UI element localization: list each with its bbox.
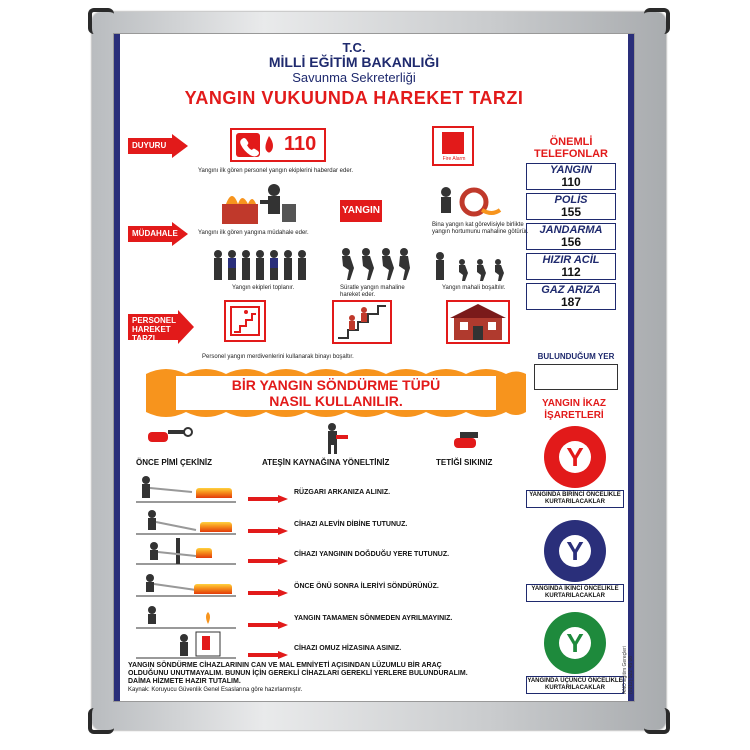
phone-cell-polis <box>526 193 616 220</box>
section-arrow-personel <box>128 310 194 342</box>
instruction-arrow-6 <box>248 646 288 654</box>
header-department: Savunma Sekreterliği <box>292 70 416 85</box>
phone-110-sign <box>230 128 326 162</box>
aim-at-base-icon <box>320 422 350 454</box>
phone-name: YANGIN <box>550 164 592 176</box>
fire-alarm-sign <box>432 126 474 166</box>
frame-corner-bottom-left <box>88 708 114 734</box>
mudahale-caption-5: Yangın mahali boşaltılır. <box>442 285 506 291</box>
phone-number: 112 <box>561 265 581 279</box>
duyuru-caption: Yangını ilk gören personel yangın ekiplerini haberdar eder. <box>198 168 353 174</box>
phone-name: POLİS <box>554 194 588 206</box>
right-border-strip <box>628 34 634 701</box>
warning-caption-third: YANGINDA ÜÇÜNCÜ ÖNCELİKLE KURTARILACAKLAR <box>526 676 624 694</box>
warning-sign-first-priority <box>544 426 606 488</box>
instruction-arrow-1 <box>248 490 288 498</box>
phone-name: GAZ ARIZA <box>541 284 601 296</box>
stairs-exit-icon <box>230 306 260 336</box>
phone-cell-hizir-acil <box>526 253 616 280</box>
phone-number-110: 110 <box>284 133 317 155</box>
instruction-2: CİHAZI ALEVİN DİBİNE TUTUNUZ. <box>294 521 408 528</box>
header-tc: T.C. <box>342 40 366 55</box>
instruction-3-illustration <box>136 536 236 566</box>
instruction-2-illustration <box>136 506 236 536</box>
important-phones-title: ÖNEMLİ TELEFONLAR <box>534 136 608 160</box>
fire-team-gathering-illustration <box>210 248 308 282</box>
warning-letter: Y <box>559 441 591 473</box>
instruction-5: YANGIN TAMAMEN SÖNMEDEN AYRILMAYINIZ. <box>294 615 453 622</box>
instruction-4: ÖNCE ÖNÜ SONRA İLERİYİ SÖNDÜRÜNÜZ. <box>294 583 439 590</box>
step-pull-pin: ÖNCE PİMİ ÇEKİNİZ <box>136 458 213 467</box>
location-blank-box <box>534 364 618 390</box>
fire-symbol-icon <box>262 134 276 156</box>
instruction-1-illustration <box>136 474 236 504</box>
banner-line-2: NASIL KULLANILIR. <box>269 393 403 409</box>
phone-cell-gaz-ariza <box>526 283 616 310</box>
burning-building-illustration <box>446 300 510 344</box>
warning-sign-third-priority <box>544 612 606 674</box>
frame-corner-top-right <box>644 8 670 34</box>
stairs-evacuation-illustration <box>332 300 392 344</box>
phone-number: 110 <box>561 175 581 189</box>
team-running-illustration <box>336 246 412 282</box>
phone-number: 155 <box>560 205 582 219</box>
publisher-credit: ANO Eğitim Gereçleri (0212) 522 45 08 <box>622 646 634 694</box>
squeeze-trigger-icon <box>450 428 486 452</box>
step-squeeze-trigger: TETİĞİ SIKINIZ <box>436 458 493 467</box>
mudahale-caption-2: Bina yangın kat görevlisiyle birlikte yangın hortumunu mahaline götürür. <box>432 222 529 235</box>
frame-corner-top-left <box>88 8 114 34</box>
instruction-arrow-2 <box>248 522 288 530</box>
instruction-arrow-4 <box>248 584 288 592</box>
banner-line-1: BİR YANGIN SÖNDÜRME TÜPÜ <box>231 377 441 393</box>
pull-pin-icon <box>144 424 194 448</box>
emergency-stairs-sign <box>224 300 266 342</box>
section-label-personel: PERSONEL HAREKET TARZI <box>132 316 176 343</box>
warning-caption-first: YANGINDA BİRİNCİ ÖNCELİKLE KURTARILACAKLAR <box>526 490 624 508</box>
header-ministry: MİLLİ EĞİTİM BAKANLIĞI <box>268 54 440 70</box>
section-arrow-mudahale <box>128 222 188 242</box>
important-phones-panel <box>526 136 616 310</box>
warning-signs-title: YANGIN İKAZ İŞARETLERİ <box>541 398 607 421</box>
instruction-arrow-5 <box>248 616 288 624</box>
personel-caption: Personel yangın merdivenlerini kullanarak binayı boşaltır. <box>202 354 354 360</box>
frame-corner-bottom-right <box>644 708 670 734</box>
fire-alarm-label: Fire Alarm <box>442 156 466 162</box>
instruction-4-illustration <box>136 568 236 598</box>
warning-letter: Y <box>559 535 591 567</box>
location-label: BULUNDUĞUM YER <box>537 352 615 361</box>
mudahale-caption-3: Yangın ekipleri toplanır. <box>232 285 295 291</box>
mudahale-caption-4: Süratle yangın mahaline hareket eder. <box>340 285 405 298</box>
poster-board <box>113 33 635 702</box>
extinguisher-banner <box>146 368 526 418</box>
instruction-3: CİHAZI YANGININ DOĞDUĞU YERE TUTUNUZ. <box>294 551 450 558</box>
phone-number: 187 <box>560 295 582 309</box>
evacuation-running-illustration <box>432 252 512 282</box>
section-label-mudahale: MÜDAHALE <box>132 229 178 238</box>
phone-icon <box>236 133 260 157</box>
warning-letter: Y <box>559 627 591 659</box>
warning-caption-second: YANGINDA İKİNCİ ÖNCELİKLE KURTARILACAKLAR <box>526 584 624 602</box>
left-border-strip <box>114 34 120 701</box>
yangin-sign: YANGIN <box>340 200 382 222</box>
phone-cell-yangin <box>526 163 616 190</box>
instruction-6-illustration <box>136 630 236 660</box>
phone-name: JANDARMA <box>539 224 603 236</box>
section-arrow-duyuru <box>128 134 188 154</box>
mudahale-caption-1: Yangını ilk gören yangına müdahale eder. <box>198 230 309 236</box>
step-aim-base: ATEŞİN KAYNAĞINA YÖNELTİNİZ <box>262 458 390 467</box>
instruction-1: RÜZGARI ARKANIZA ALINIZ. <box>294 489 391 496</box>
instruction-5-illustration <box>136 600 236 630</box>
fire-alarm-icon <box>442 132 464 154</box>
footer-note: YANGIN SÖNDÜRME CİHAZLARININ CAN VE MAL EMNİYETİ AÇISINDAN LÜZUMLU BİR ARAÇ OLDUĞUNU UNUTMAYALIM. BUNUN İÇİN GEREKLİ CİHAZLARI GEREKLİ YERLERE BULUNDURALIM. DAİMA HİZMETE HAZIR TUTALIM. <box>128 662 468 685</box>
hose-carrying-illustration <box>432 182 502 222</box>
first-responder-illustration <box>222 180 302 226</box>
phone-number: 156 <box>560 235 582 249</box>
section-label-duyuru: DUYURU <box>132 141 167 150</box>
phone-name: HIZIR ACİL <box>542 254 600 266</box>
instruction-6: CİHAZI OMUZ HİZASINA ASINIZ. <box>294 645 402 652</box>
footer-source: Kaynak: Koruyucu Güvenlik Genel Esaslarına göre hazırlanmıştır. <box>128 687 303 693</box>
warning-sign-second-priority <box>544 520 606 582</box>
poster-title: YANGIN VUKUUNDA HAREKET TARZI <box>184 88 524 108</box>
phone-cell-jandarma <box>526 223 616 250</box>
instruction-arrow-3 <box>248 552 288 560</box>
